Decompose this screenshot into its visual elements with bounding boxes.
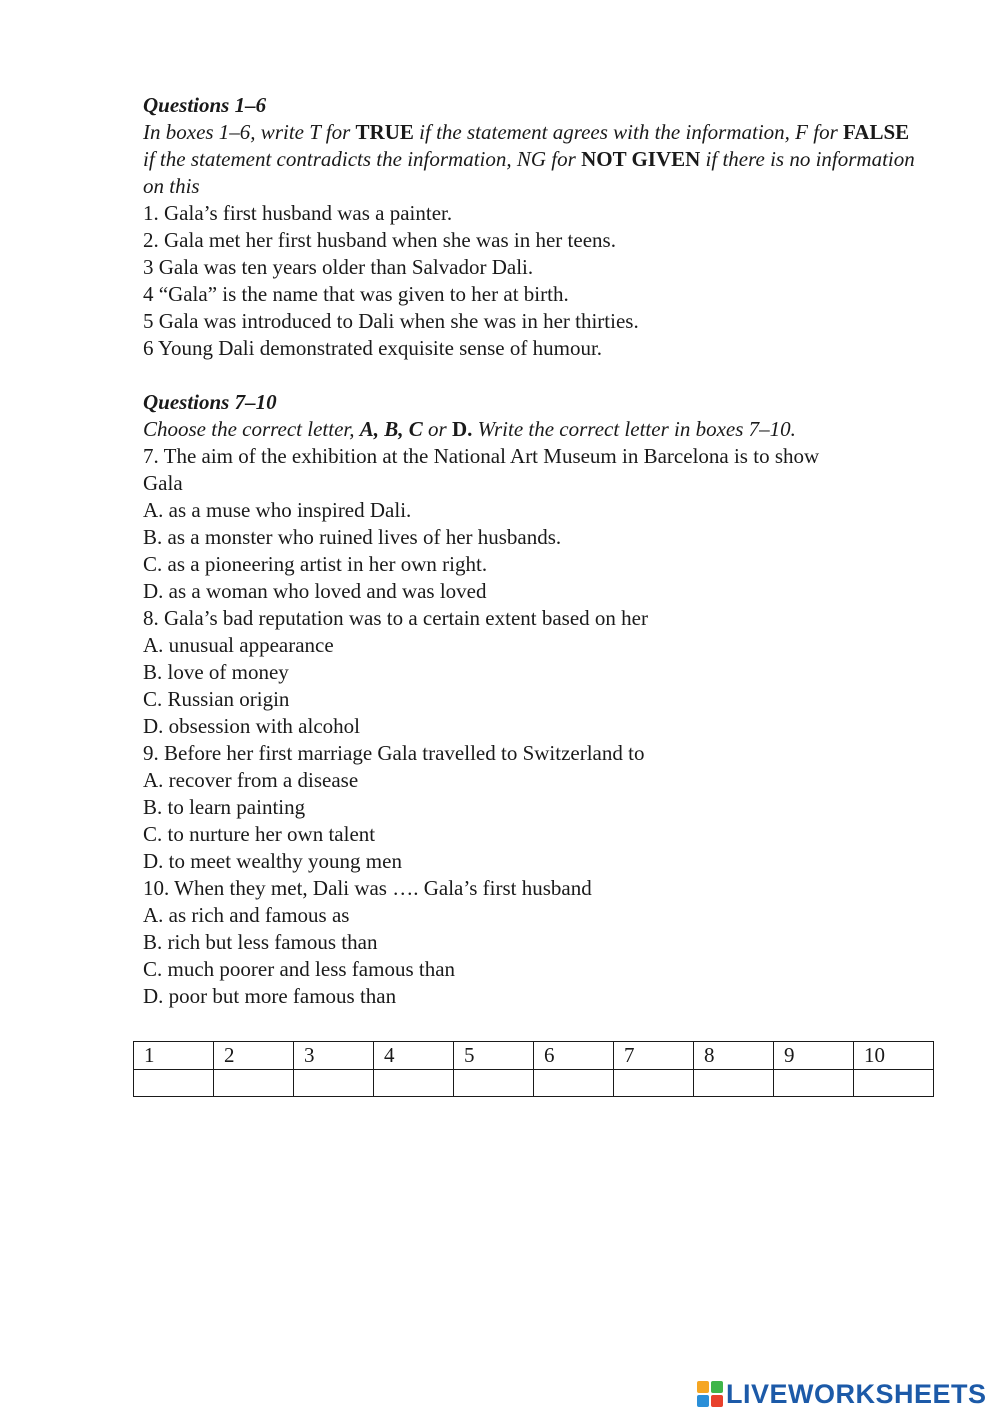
statement-5: 5 Gala was introduced to Dali when she was in her thirties. — [143, 309, 639, 333]
question-8-option-b: B. love of money — [143, 660, 289, 684]
section2-instructions: Choose the correct letter, A, B, C or D. Write the correct letter in boxes 7–10. — [143, 417, 796, 441]
answer-box-1[interactable] — [134, 1070, 214, 1097]
answer-input-row — [134, 1070, 934, 1097]
logo-square-3 — [697, 1395, 709, 1407]
question-10-option-c: C. much poorer and less famous than — [143, 957, 456, 981]
section1-heading: Questions 1–6 — [143, 93, 267, 117]
answer-box-3[interactable] — [294, 1070, 374, 1097]
answer-number-row — [134, 1042, 934, 1070]
liveworksheets-logo-text: LIVEWORKSHEETS — [726, 1378, 987, 1409]
answer-number-9: 9 — [774, 1042, 854, 1070]
answer-number-6: 6 — [534, 1042, 614, 1070]
question-9-option-d: D. to meet wealthy young men — [143, 849, 402, 873]
question-9-option-c: C. to nurture her own talent — [143, 822, 376, 846]
logo-square-1 — [697, 1381, 709, 1393]
question-8-option-a: A. unusual appearance — [143, 633, 334, 657]
liveworksheets-logo-icon — [697, 1381, 723, 1407]
question-9-option-a: A. recover from a disease — [143, 768, 359, 792]
answer-number-4: 4 — [374, 1042, 454, 1070]
question-7-stem-cont: Gala — [143, 471, 183, 495]
answer-number-3: 3 — [294, 1042, 374, 1070]
answer-number-8: 8 — [694, 1042, 774, 1070]
logo-square-2 — [711, 1381, 723, 1393]
statement-6: 6 Young Dali demonstrated exquisite sense of humour. — [143, 336, 603, 360]
statement-2: 2. Gala met her first husband when she was in her teens. — [143, 228, 616, 252]
question-10-stem: 10. When they met, Dali was …. Gala’s first husband — [143, 876, 592, 900]
statement-4: 4 “Gala” is the name that was given to her at birth. — [143, 282, 569, 306]
answer-number-5: 5 — [454, 1042, 534, 1070]
answer-box-6[interactable] — [534, 1070, 614, 1097]
question-10-option-d: D. poor but more famous than — [143, 984, 397, 1008]
worksheet-content — [143, 92, 943, 1010]
answer-box-4[interactable] — [374, 1070, 454, 1097]
section-spacer — [143, 362, 943, 389]
question-8-stem: 8. Gala’s bad reputation was to a certain extent based on her — [143, 606, 648, 630]
answer-box-10[interactable] — [854, 1070, 934, 1097]
question-9-option-b: B. to learn painting — [143, 795, 306, 819]
question-10-option-b: B. rich but less famous than — [143, 930, 378, 954]
question-7-stem: 7. The aim of the exhibition at the National Art Museum in Barcelona is to show — [143, 444, 820, 468]
section2-heading: Questions 7–10 — [143, 390, 277, 414]
question-10-option-a: A. as rich and famous as — [143, 903, 350, 927]
question-7-option-c: C. as a pioneering artist in her own right. — [143, 552, 488, 576]
answer-number-10: 10 — [854, 1042, 934, 1070]
section1-instructions: In boxes 1–6, write T for TRUE if the statement agrees with the information, F for FALSE if the statement contradicts the information, NG for NOT GIVEN if there is no information on this — [143, 120, 915, 198]
question-8-option-d: D. obsession with alcohol — [143, 714, 360, 738]
question-8-option-c: C. Russian origin — [143, 687, 290, 711]
question-9-stem: 9. Before her first marriage Gala travelled to Switzerland to — [143, 741, 645, 765]
answer-number-1: 1 — [134, 1042, 214, 1070]
statement-1: 1. Gala’s first husband was a painter. — [143, 201, 453, 225]
question-7-option-a: A. as a muse who inspired Dali. — [143, 498, 412, 522]
answer-number-7: 7 — [614, 1042, 694, 1070]
statement-3: 3 Gala was ten years older than Salvador Dali. — [143, 255, 534, 279]
answer-box-2[interactable] — [214, 1070, 294, 1097]
question-7-option-b: B. as a monster who ruined lives of her husbands. — [143, 525, 562, 549]
answer-box-5[interactable] — [454, 1070, 534, 1097]
liveworksheets-logo — [697, 1377, 987, 1411]
answer-number-2: 2 — [214, 1042, 294, 1070]
question-7-option-d: D. as a woman who loved and was loved — [143, 579, 487, 603]
logo-square-4 — [711, 1395, 723, 1407]
answer-box-8[interactable] — [694, 1070, 774, 1097]
answer-box-7[interactable] — [614, 1070, 694, 1097]
answer-box-9[interactable] — [774, 1070, 854, 1097]
answer-table — [133, 1041, 934, 1097]
